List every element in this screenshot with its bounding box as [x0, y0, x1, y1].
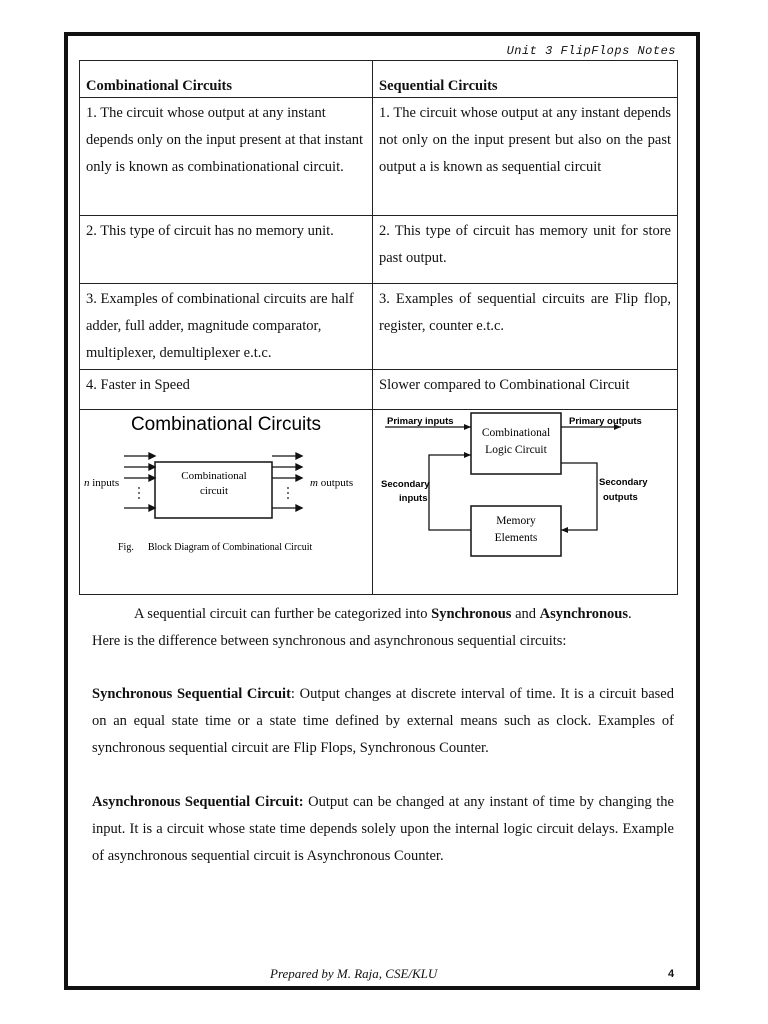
table-header-row: [80, 61, 678, 98]
column-header-combinational: Combinational Circuits: [80, 61, 373, 98]
asynchronous-term: Asynchronous: [539, 606, 629, 622]
table-row: [80, 216, 678, 284]
figure-caption: Fig. Block Diagram of Combinational Circuit: [118, 542, 313, 553]
asynchronous-body: Output can be changed at any instant of time by changing the input. It is a circuit whose state time depends solely upon the internal logic circuit delays. Example of asynchronous sequential circuit is Asynchronous Counter.: [92, 794, 674, 864]
block-label-line1: Combinational: [181, 470, 247, 482]
table-cell: Slower compared to Combinational Circuit: [373, 370, 678, 410]
combinational-diagram-title: Combinational Circuits: [130, 414, 322, 435]
secondary-outputs-label-2: outputs: [603, 492, 638, 503]
table-row: [80, 98, 678, 216]
primary-inputs-label: Primary inputs: [387, 416, 454, 427]
table-row: [80, 284, 678, 370]
secondary-inputs-label-2: inputs: [399, 493, 428, 504]
table-cell: 2. This type of circuit has no memory unit.: [80, 216, 373, 284]
memory-block-line2: Elements: [494, 532, 538, 544]
asynchronous-paragraph: [92, 789, 674, 870]
comparison-table: [79, 60, 678, 595]
combinational-block-diagram: [80, 410, 372, 584]
table-cell: 2. This type of circuit has memory unit for store past output.: [373, 216, 678, 284]
table-cell: 4. Faster in Speed: [80, 370, 373, 410]
synchronous-body: : Output changes at discrete interval of time. It is a circuit based on an equal state time or a state time defined by external means such as clock. Examples of synchronous sequential circuit are Flip Flops, Synchronous Counter.: [92, 686, 674, 756]
synchronous-paragraph: [92, 681, 674, 762]
memory-block-line1: Memory: [496, 515, 536, 527]
table-cell: 1. The circuit whose output at any instant depends only on the input present at that instant only is known as combinationational circuit.: [80, 98, 373, 216]
header-note: Unit 3 FlipFlops Notes: [506, 44, 676, 58]
sequential-block-diagram: [373, 410, 677, 584]
logic-block-line2: Logic Circuit: [485, 444, 547, 456]
table-cell: 3. Examples of combinational circuits are half adder, full adder, magnitude comparator, multiplexer, demultiplexer e.t.c.: [80, 284, 373, 370]
synchronous-term: Synchronous: [431, 606, 512, 622]
intro-line2: Here is the difference between synchronous and asynchronous sequential circuits:: [92, 633, 567, 649]
memory-block: [471, 506, 561, 556]
page-number: 4: [668, 968, 675, 980]
logic-block-line1: Combinational: [481, 427, 551, 439]
footer-author: Prepared by M. Raja, CSE/KLU: [270, 966, 438, 981]
combinational-diagram-cell: [80, 410, 373, 595]
sequential-diagram-cell: [373, 410, 678, 595]
table-cell: 1. The circuit whose output at any instant depends not only on the input present but also on the past output a is known as sequential circuit: [373, 98, 678, 216]
intro-paragraph: A sequential circuit can further be categorized into Synchronous and Asynchronous. Here is the difference between synchronous and asynchronous sequential circuits:: [92, 606, 632, 649]
secondary-outputs-label-1: Secondary: [599, 477, 648, 488]
block-label-line2: circuit: [199, 485, 229, 497]
diagram-row: [80, 410, 678, 595]
asynchronous-heading: Asynchronous Sequential Circuit:: [92, 794, 304, 810]
table-row: [80, 370, 678, 410]
inputs-label: n inputs: [84, 477, 120, 489]
table-cell: 3. Examples of sequential circuits are Flip flop, register, counter e.t.c.: [373, 284, 678, 370]
secondary-inputs-label-1: Secondary: [381, 479, 430, 490]
primary-outputs-label: Primary outputs: [569, 416, 642, 427]
outputs-label: m outputs: [310, 477, 354, 489]
column-header-sequential: Sequential Circuits: [373, 61, 678, 98]
synchronous-heading: Synchronous Sequential Circuit: [92, 686, 291, 702]
